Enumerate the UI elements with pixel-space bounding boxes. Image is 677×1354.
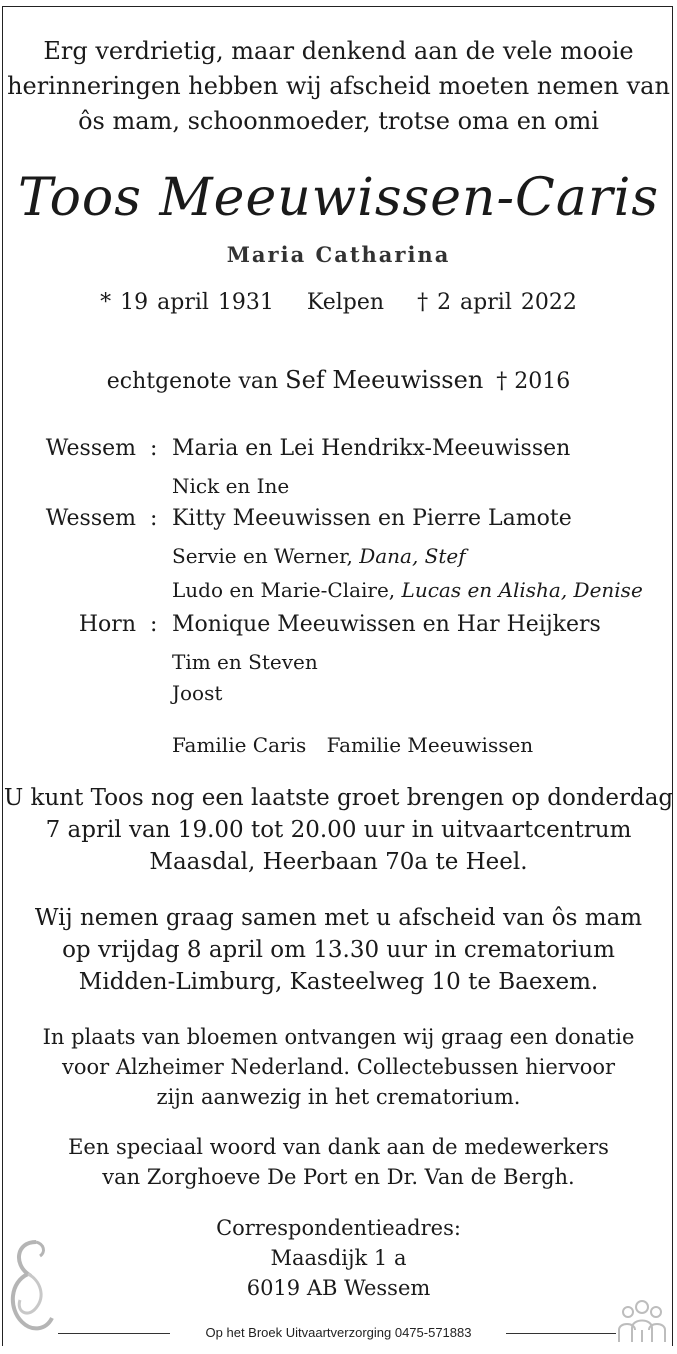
ceremony-text (0, 902, 677, 998)
family-members: Maria en Lei Hendrikx-Meeuwissen (172, 436, 571, 461)
address-postal: 6019 AB Wessem (246, 1276, 431, 1300)
thanks-text (0, 1132, 677, 1192)
colon: : (150, 436, 158, 461)
family-place: Wessem (45, 436, 136, 461)
thanks-line: van Zorghoeve De Port en Dr. Van de Bergh. (102, 1165, 575, 1189)
donation-line: In plaats van bloemen ontvangen wij graag een donatie (42, 1025, 635, 1049)
great-grandchildren: Dana, Stef (359, 544, 466, 568)
intro-line: ôs mam, schoonmoeder, trotse oma en omi (78, 107, 599, 135)
spouse-name: Sef Meeuwissen (285, 366, 484, 394)
intro-line: Erg verdrietig, maar denkend aan de vele mooie (43, 37, 634, 65)
visitation-line: 7 april van 19.00 tot 20.00 uur in uitvaartcentrum (45, 817, 632, 843)
address-street: Maasdijk 1 a (270, 1246, 407, 1270)
birth-date: * 19 april 1931 (100, 290, 274, 315)
address-label: Correspondentieadres: (216, 1216, 461, 1240)
family-sub (172, 544, 466, 568)
birth-place: Kelpen (306, 290, 385, 315)
funeral-director-credit: Op het Broek Uitvaartverzorging 0475-571883 (205, 1325, 472, 1340)
family-sub: Nick en Ine (172, 474, 290, 498)
donation-line: zijn aanwezig in het crematorium. (156, 1085, 521, 1109)
deceased-name: Toos Meeuwissen-Caris (17, 168, 660, 228)
grandchildren: Ludo en Marie-Claire, (172, 578, 396, 602)
intro-text (0, 34, 677, 139)
family-sub: Joost (172, 681, 223, 705)
family-sub: Tim en Steven (172, 650, 318, 674)
family-caris: Familie Caris (172, 733, 307, 757)
visitation-line: U kunt Toos nog een laatste groet brengen op donderdag (3, 785, 674, 811)
family-meeuwissen: Familie Meeuwissen (326, 733, 534, 757)
colon: : (150, 612, 158, 637)
family-members: Kitty Meeuwissen en Pierre Lamote (172, 506, 572, 531)
donation-line: voor Alzheimer Nederland. Collectebussen hiervoor (61, 1055, 616, 1079)
great-grandchildren: Lucas en Alisha, Denise (401, 578, 643, 602)
thanks-line: Een speciaal woord van dank aan de medewerkers (68, 1135, 609, 1159)
intro-line: herinneringen hebben wij afscheid moeten nemen van (7, 72, 670, 100)
life-dates (0, 290, 677, 315)
correspondence-address (0, 1213, 677, 1303)
family-place: Horn (78, 612, 136, 637)
death-date: † 2 april 2022 (417, 290, 577, 315)
family-sub (172, 578, 643, 602)
family-place: Wessem (45, 506, 136, 531)
ceremony-line: Midden-Limburg, Kasteelweg 10 te Baexem. (78, 969, 599, 995)
given-names: Maria Catharina (226, 242, 451, 267)
visitation-text (0, 782, 677, 878)
ceremony-line: Wij nemen graag samen met u afscheid van ôs mam (34, 905, 643, 931)
donation-text (0, 1022, 677, 1112)
colon: : (150, 506, 158, 531)
grandchildren: Servie en Werner, (172, 544, 353, 568)
visitation-line: Maasdal, Heerbaan 70a te Heel. (149, 849, 528, 875)
spouse-line (0, 366, 677, 394)
other-families (172, 733, 533, 757)
ceremony-line: op vrijdag 8 april om 13.30 uur in crematorium (62, 937, 615, 963)
spouse-death: † 2016 (496, 369, 571, 394)
spouse-prefix: echtgenote van (106, 369, 279, 394)
family-group-icon (615, 1298, 669, 1348)
family-members: Monique Meeuwissen en Har Heijkers (172, 612, 601, 637)
